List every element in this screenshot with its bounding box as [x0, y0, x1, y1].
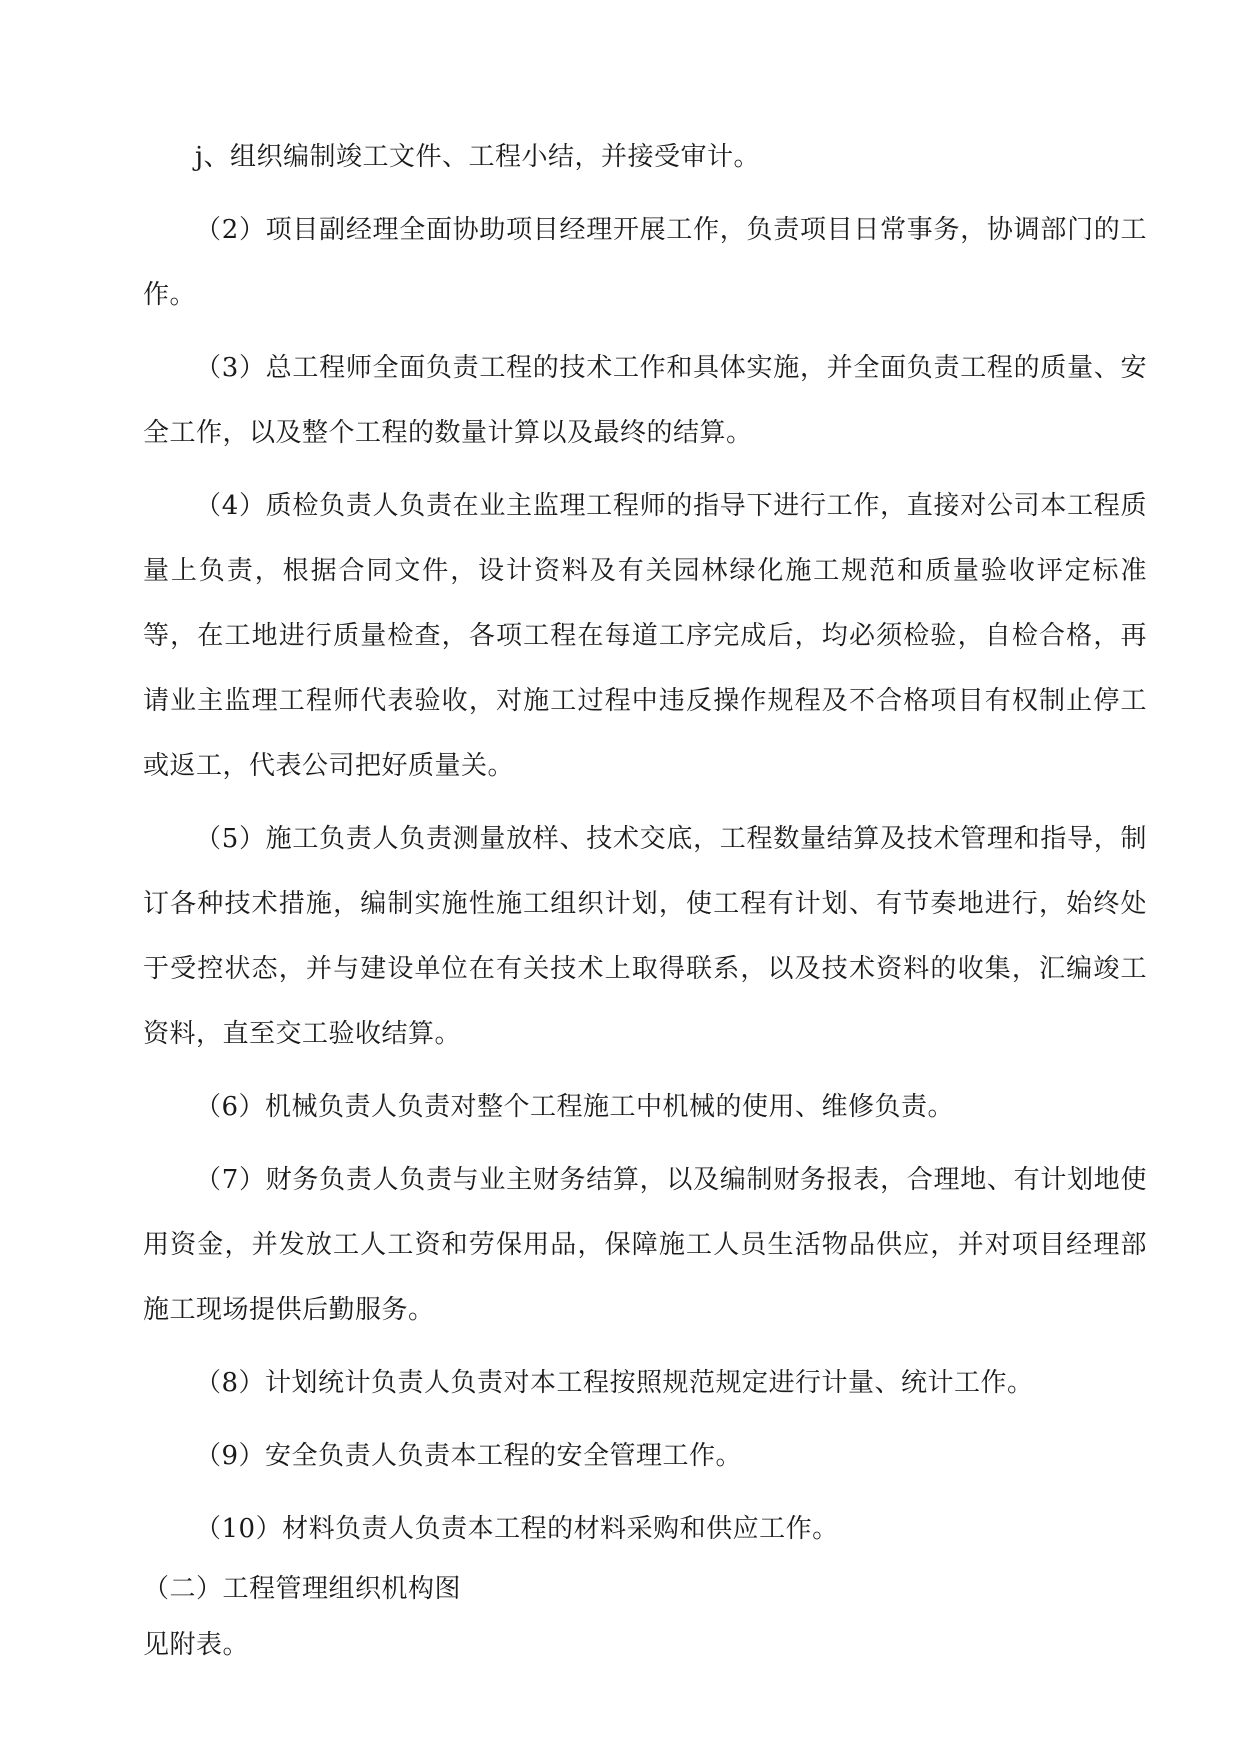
paragraph-10: （10）材料负责人负责本工程的材料采购和供应工作。 [195, 1514, 839, 1544]
paragraph-4: （4）质检负责人负责在业主监理工程师的指导下进行工作，直接对公司本工程质量上负责，根据合同文件，设计资料及有关园林绿化施工规范和质量验收评定标准等，在工地进行质量检查，各项工程在每道工序完成后，均必须检验，自检合格，再请业主监理工程师代表验收，对施工过程中违反操作规程及不合格项目有权制止停工或返工，代表公司把好质量关。 [143, 491, 1147, 781]
paragraph-3: （3）总工程师全面负责工程的技术工作和具体实施，并全面负责工程的质量、安全工作，以及整个工程的数量计算以及最终的结算。 [143, 353, 1147, 448]
paragraph-2: （2）项目副经理全面协助项目经理开展工作，负责项目日常事务，协调部门的工作。 [143, 215, 1147, 310]
document-body [143, 125, 1147, 1674]
section-heading: （二）工程管理组织机构图 [143, 1574, 462, 1604]
paragraph-5: （5）施工负责人负责测量放样、技术交底，工程数量结算及技术管理和指导，制订各种技术措施，编制实施性施工组织计划，使工程有计划、有节奏地进行，始终处于受控状态，并与建设单位在有关技术上取得联系，以及技术资料的收集，汇编竣工资料，直至交工验收结算。 [143, 824, 1147, 1049]
closing-text: 见附表。 [143, 1630, 250, 1660]
paragraph-j: j、组织编制竣工文件、工程小结，并接受审计。 [195, 142, 761, 172]
paragraph-8: （8）计划统计负责人负责对本工程按照规范规定进行计量、统计工作。 [195, 1368, 1034, 1398]
paragraph-6: （6）机械负责人负责对整个工程施工中机械的使用、维修负责。 [195, 1092, 955, 1122]
paragraph-9: （9）安全负责人负责本工程的安全管理工作。 [195, 1441, 743, 1471]
paragraph-7: （7）财务负责人负责与业主财务结算，以及编制财务报表，合理地、有计划地使用资金，并发放工人工资和劳保用品，保障施工人员生活物品供应，并对项目经理部施工现场提供后勤服务。 [143, 1165, 1147, 1325]
